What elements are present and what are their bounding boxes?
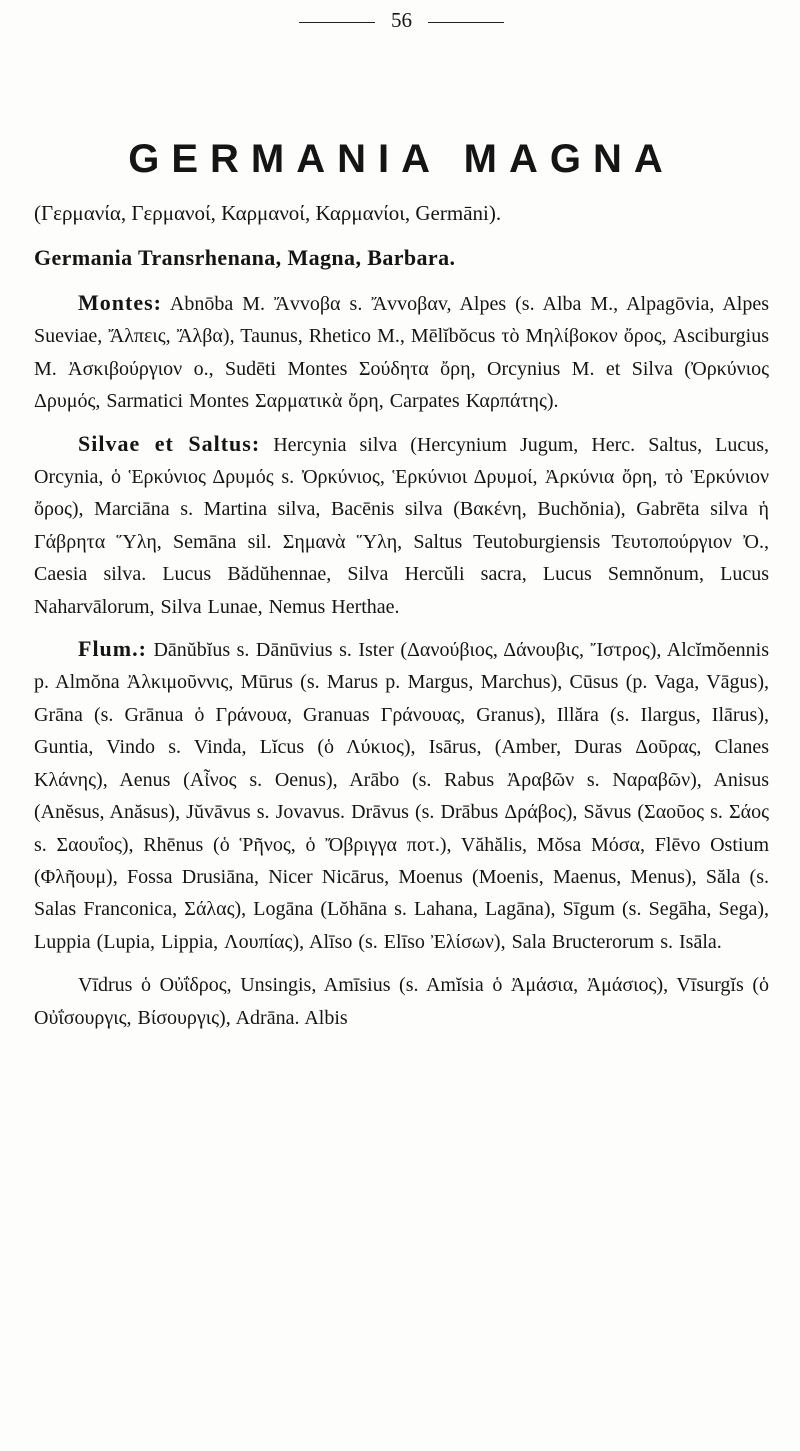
section-montes bbox=[34, 287, 769, 418]
title-synonyms: (Γερμανία, Γερμανοί, Καρμανοί, Καρμανίοι, Germāni). bbox=[34, 201, 502, 225]
section-text: Hercynia silva (Hercynium Jugum, Herc. Saltus, Lucus, Orcynia, ὁ Ἑρκύνιος Δρυμός s. Ὀρκύνιος, Ἑρκύνιοι Δρυμοί, Ἀρκύνια ὄρη, τὸ Ἑρκύνιον ὄρος), Marciāna s. Martina silva, Bacēnis silva (Βακένη, Buchŏnia), Gabrēta silva ἡ Γάβρητα Ὕλη, Semāna sil. Σημανὰ Ὕλη, Saltus Teutoburgiensis Τευτοπούργιον Ὀ., Caesia silva. Lucus Bădŭhennae, Silva Hercŭli sacra, Lucus Semnŏnum, Lucus Naharvālorum, Silva Lunae, Nemus Herthae. bbox=[34, 433, 769, 618]
section-silvae bbox=[34, 428, 769, 623]
section-flumina-continued bbox=[34, 968, 769, 1034]
section-heading: Montes: bbox=[78, 290, 162, 315]
section-text: Dānŭbĭus s. Dānūvius s. Ister (Δανούβιος, Δάνουβις, Ἴστρος), Alcĭmŏennis p. Almŏna Ἀλκιμοῦννις, Mūrus (s. Marus p. Margus, Marchus), Cūsus (p. Vaga, Vāgus), Grāna (s. Grānua ὁ Γράνουα, Granuas Γράνουας, Granus), Illăra (s. Ilargus, Ilārus), Guntia, Vindo s. Vinda, Lĭcus (ὁ Λύκιος), Isārus, (Amber, Duras Δοῦρας, Clanes Κλάνης), Aenus (Αἶνος s. Oenus), Arābo (s. Rabus Ἀραβῶν s. Ναραβῶν), Anisus (Anĕsus, Anăsus), Jŭvāvus s. Jovavus. Drāvus (s. Drābus Δράβος), Săvus (Σαοῦος s. Σάος s. Σαουΐος), Rhēnus (ὁ Ῥῆνος, ὁ Ὄβριγγα ποτ.), Văhălis, Mŏsa Μόσα, Flēvo Ostium (Φλῆουμ), Fossa Drusiāna, Nicer Nicārus, Moenus (Moenis, Maenus, Menus), Săla (s. Salas Franconica, Σάλας), Logāna (Lŏhāna s. Lahana, Lagāna), Sīgum (s. Segāha, Sega), Luppia (Lupia, Lippia, Λουπίας), Alīso (s. Elīso Ἐλίσων), Sala Bructerorum s. Isāla. bbox=[34, 639, 769, 953]
section-heading: Flum.: bbox=[78, 636, 147, 662]
header-rule-left bbox=[299, 22, 375, 23]
section-text: Abnōba M. Ἄvvoβα s. Ἄvvoβαv, Alpes (s. Alba M., Alpagōvia, Alpes Sueviae, Ἄλπεις, Ἄλβα), Taunus, Rhetico M., Mēlĭbŏcus τὸ Μηλίβοκον ὄρος, Asciburgius M. Ἀσκιβούργιον ο., Sudēti Montes Σούδητα ὄρη, Orcynius M. et Silva (Ὀρκύνιος Δρυμός, Sarmatici Montes Σαρματικὰ ὄρη, Carpates Καρπάτης). bbox=[34, 293, 769, 413]
page-number: 56 bbox=[391, 8, 412, 32]
page-header bbox=[34, 8, 769, 32]
section-flumina bbox=[34, 633, 769, 958]
section-text: Vīdrus ὁ Οὐΐδρος, Unsingis, Amīsius (s. Amĭsia ὁ Ἀμάσια, Ἀμάσιος), Vīsurgĭs (ὁ Οὐΐσουργις, Βίσουργις), Adrāna. Albis bbox=[34, 974, 769, 1029]
book-page bbox=[34, 0, 769, 1451]
header-rule-right bbox=[428, 22, 504, 23]
page-body bbox=[34, 198, 769, 1044]
section-heading: Silvae et Saltus: bbox=[78, 430, 261, 456]
page-title: GERMANIA MAGNA bbox=[128, 137, 675, 181]
region-aliases: Germania Transrhenana, Magna, Barbara. bbox=[34, 245, 456, 270]
